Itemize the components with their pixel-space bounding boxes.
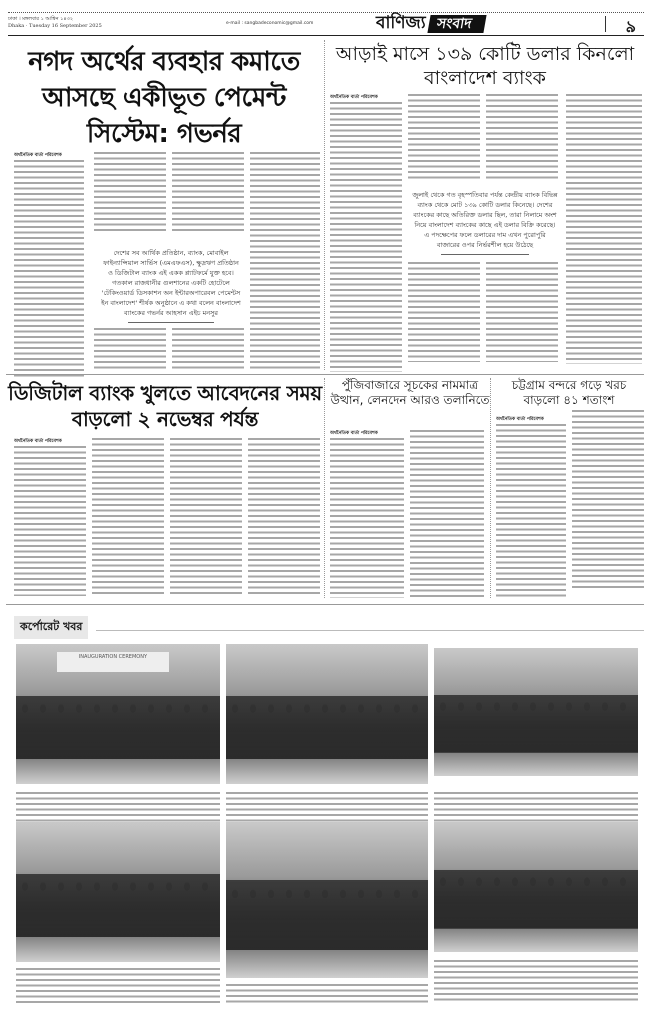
body-text (94, 152, 166, 232)
body-text (94, 328, 166, 372)
body-text (566, 94, 642, 364)
masthead (8, 6, 644, 34)
corporate-photo[interactable] (434, 822, 638, 952)
article-column (172, 152, 244, 232)
body-text (172, 152, 244, 232)
article-column (170, 438, 242, 596)
photo-people (226, 696, 428, 759)
pull-quote-text: জুলাই থেকে গত বৃহস্পতিবার পর্যন্ত কেন্দ্রীয় ব্যাংক বিভিন্ন ব্যাংক থেকে মোট ১৩৯ কোটি ডলার কিনেছে। দেশের ব্যাংকের কাছে অতিরিক্ত ডলার ছিল, তারা নিলামে অংশ নিয়ে বাংলাদেশ ব্যাংকের কাছে এই ডলার বিক্রি করেছে। এ পদক্ষেপের ফলে ডলারের দাম এখন পুরোপুরি বাজারের ওপর নির্ভরশীল হয়ে উঠেছে (412, 191, 558, 249)
byline: অর্থনৈতিক বার্তা পরিবেশক (14, 439, 62, 444)
body-text (172, 328, 244, 372)
caption-text (16, 968, 220, 1006)
corporate-photo[interactable] (226, 644, 428, 784)
photo-caption (16, 968, 220, 1006)
photo-caption (434, 960, 638, 1004)
section-title-rule (96, 630, 644, 631)
article-column (94, 328, 166, 372)
page-number: ৯ (625, 17, 636, 36)
body-text (92, 438, 164, 596)
pull-quote-rule (441, 254, 529, 255)
caption-text (226, 984, 428, 1006)
section-divider (6, 374, 644, 375)
photo-caption (226, 984, 428, 1006)
newspaper-logo (376, 13, 485, 35)
article-column (250, 152, 320, 372)
article-column (408, 94, 480, 180)
photo-banner: INAUGURATION CEREMONY (57, 652, 169, 672)
caption-text (434, 960, 638, 1004)
body-text (408, 94, 480, 180)
article-column (496, 416, 566, 598)
article-column (486, 262, 558, 362)
headline-chattogram-port[interactable]: চট্টগ্রাম বন্দরে গড়ে খরচ বাড়লো ৪১ শতাংশ (511, 378, 627, 407)
pull-quote-rule (128, 322, 213, 323)
logo-part-2: সংবাদ (427, 15, 487, 33)
pull-quote-text: দেশের সব আর্থিক প্রতিষ্ঠান, ব্যাংক, মোবাইল ফাইন্যান্সিয়াল সার্ভিস (এমএফএস), ক্ষুদ্রঋণ প্রতিষ্ঠান ও ডিজিটাল ব্যাংক এই একক প্ল্যাটফর্মে যুক্ত হবে। গতকাল রাজধানীর গুলশানের একটি হোটেলে 'টেকিংওয়ার্ড ডিসকাশন অন ইন্টারঅপারেবল পেমেন্টস ইন বাংলাদেশ' শীর্ষক অনুষ্ঠানে এ কথা বলেন বাংলাদেশ ব্যাংকের গভর্নর আহসান এইচ মনসুর (101, 249, 241, 317)
masthead-dotted-rule (8, 12, 644, 13)
article-column (408, 262, 480, 362)
body-text (330, 102, 402, 372)
corporate-photo[interactable] (16, 822, 220, 962)
body-text (486, 262, 558, 362)
section-title-corporate: কর্পোরেট খবর (14, 616, 88, 639)
logo-part-1: বাণিজ্য (376, 13, 426, 33)
masthead-rule (8, 35, 644, 36)
article-column (92, 438, 164, 596)
article-column (486, 94, 558, 180)
byline: অর্থনৈতিক বার্তা পরিবেশক (14, 153, 62, 158)
body-text (496, 424, 566, 598)
body-text (408, 262, 480, 362)
article-column (14, 152, 84, 380)
corporate-photo[interactable] (16, 644, 220, 784)
corporate-photo[interactable] (226, 822, 428, 978)
body-text (330, 438, 404, 598)
article-column (172, 328, 244, 372)
date-english: Dhaka · Tuesday 16 September 2025 (8, 23, 102, 29)
article-column (94, 152, 166, 232)
pull-quote-dollar (412, 190, 558, 255)
body-text (250, 152, 320, 372)
photo-people (16, 696, 220, 759)
body-text (410, 430, 484, 598)
article-column (410, 430, 484, 598)
date-bangla: ঢাকা । মঙ্গলবার ১ আশ্বিন ১৪৩২ (8, 16, 74, 22)
article-column (330, 94, 402, 372)
column-divider (490, 378, 491, 598)
byline: অর্থনৈতিক বার্তা পরিবেশক (330, 431, 378, 436)
photo-people (434, 695, 638, 753)
article-column (566, 94, 642, 364)
body-text (170, 438, 242, 596)
article-column (14, 438, 86, 596)
masthead-separator (605, 16, 606, 32)
article-column (572, 410, 644, 588)
photo-people (16, 874, 220, 937)
column-divider (324, 40, 325, 370)
photo-people (226, 880, 428, 950)
body-text (572, 410, 644, 588)
body-text (248, 438, 320, 596)
article-column (330, 430, 404, 598)
article-column (248, 438, 320, 596)
corporate-photo[interactable] (434, 648, 638, 776)
headline-stock-market[interactable]: পুঁজিবাজারে সূচকের নামমাত্র উত্থান, লেনদেন আরও তলানিতে (330, 378, 490, 407)
photo-people (434, 870, 638, 929)
pull-quote-payment (100, 248, 242, 323)
body-text (486, 94, 558, 180)
byline: অর্থনৈতিক বার্তা পরিবেশক (330, 95, 378, 100)
masthead-date (8, 16, 102, 30)
headline-dollar-purchase[interactable]: আড়াই মাসে ১৩৯ কোটি ডলার কিনলো বাংলাদেশ ব্যাংক (335, 43, 635, 89)
column-divider (324, 378, 325, 598)
body-text (14, 446, 86, 596)
section-divider (6, 604, 644, 605)
headline-digital-bank[interactable]: ডিজিটাল ব্যাংক খুলতে আবেদনের সময় বাড়লো ২ নভেম্বর পর্যন্ত (8, 381, 322, 431)
byline: অর্থনৈতিক বার্তা পরিবেশক (496, 417, 544, 422)
masthead-email[interactable]: e-mail : sangbadeconomic@gmail.com (226, 21, 314, 26)
body-text (14, 160, 84, 380)
headline-payment-system[interactable]: নগদ অর্থের ব্যবহার কমাতে আসছে একীভূত পেমেন্ট সিস্টেম: গভর্নর (28, 47, 300, 149)
